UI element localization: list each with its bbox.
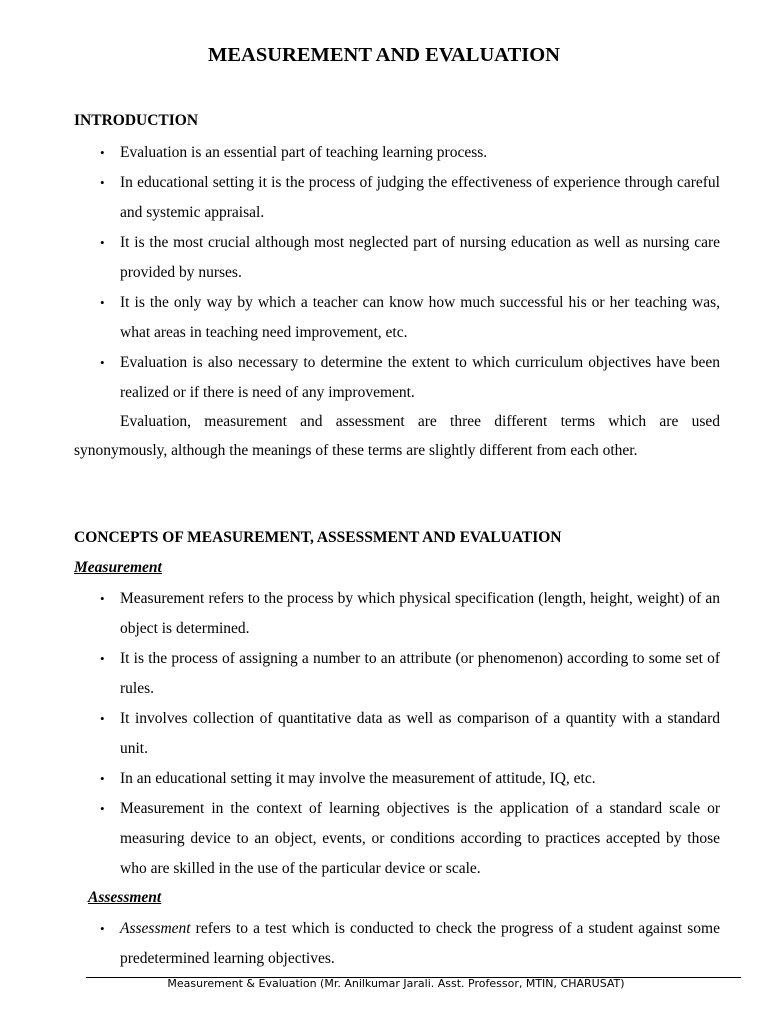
bullet-icon: • <box>100 801 105 816</box>
document-title: MEASUREMENT AND EVALUATION <box>208 44 560 66</box>
bullet-icon: • <box>100 711 105 726</box>
list-item: • In an educational setting it may involve the measurement of attitude, IQ, etc. <box>120 764 720 794</box>
list-item: • Assessment refers to a test which is conducted to check the progress of a student against some predetermined learning objectives. <box>120 914 720 974</box>
list-item: • Evaluation is an essential part of teaching learning process. <box>120 138 720 168</box>
introduction-paragraph: Evaluation, measurement and assessment are three different terms which are used synonymously, although the meanings of these terms are slightly different from each other. <box>74 413 720 459</box>
list-item: • It is the only way by which a teacher can know how much successful his or her teaching was, what areas in teaching need improvement, etc. <box>120 288 720 348</box>
measurement-bullet-list <box>0 584 768 884</box>
list-item: • It involves collection of quantitative data as well as comparison of a quantity with a standard unit. <box>120 704 720 764</box>
list-item: • Measurement refers to the process by which physical specification (length, height, weight) of an object is determined. <box>120 584 720 644</box>
concepts-heading: CONCEPTS OF MEASUREMENT, ASSESSMENT AND EVALUATION <box>74 529 562 546</box>
measurement-subheading: Measurement <box>74 559 162 576</box>
list-item: • It is the process of assigning a number to an attribute (or phenomenon) according to some set of rules. <box>120 644 720 704</box>
bullet-icon: • <box>100 921 105 936</box>
list-item: • Evaluation is also necessary to determine the extent to which curriculum objectives have been realized or if there is need of any improvement. <box>120 348 720 408</box>
introduction-heading: INTRODUCTION <box>74 112 199 129</box>
bullet-icon: • <box>100 591 105 606</box>
assessment-bullet-list <box>0 914 768 974</box>
assessment-subheading: Assessment <box>88 889 162 906</box>
assessment-term: Assessment <box>120 920 191 937</box>
page-footer: Measurement & Evaluation (Mr. Anilkumar Jarali. Asst. Professor, MTIN, CHARUSAT) <box>167 977 625 990</box>
bullet-icon: • <box>100 771 105 786</box>
list-item: • In educational setting it is the process of judging the effectiveness of experience through careful and systemic appraisal. <box>120 168 720 228</box>
bullet-icon: • <box>100 145 105 160</box>
bullet-icon: • <box>100 175 105 190</box>
bullet-icon: • <box>100 235 105 250</box>
list-item: • It is the most crucial although most neglected part of nursing education as well as nursing care provided by nurses. <box>120 228 720 288</box>
bullet-icon: • <box>100 651 105 666</box>
bullet-icon: • <box>100 295 105 310</box>
list-item: • Measurement in the context of learning objectives is the application of a standard scale or measuring device to an object, events, or conditions according to practices accepted by those who are skilled in the use of the particular device or scale. <box>120 794 720 884</box>
introduction-bullet-list <box>0 138 768 408</box>
bullet-icon: • <box>100 355 105 370</box>
